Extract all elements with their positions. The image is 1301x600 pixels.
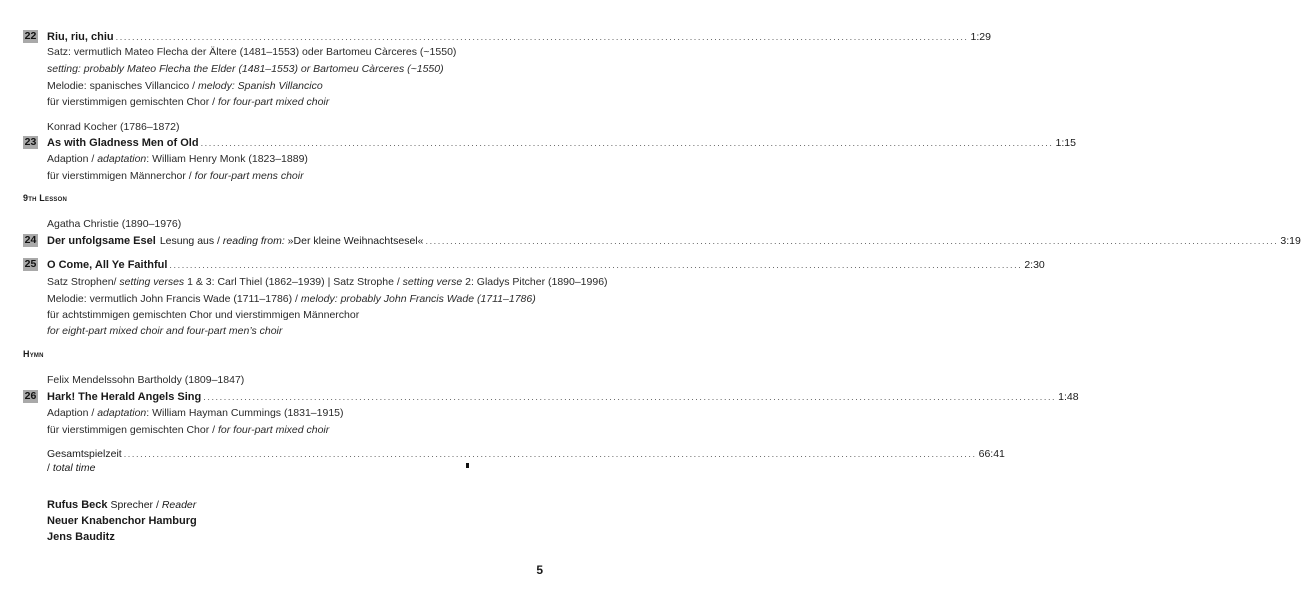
track-number: 25 bbox=[24, 258, 37, 270]
reading-de: Lesung aus bbox=[159, 235, 215, 247]
composer-line: Agatha Christie (1890–1976) bbox=[47, 218, 182, 230]
track-number: 26 bbox=[24, 390, 37, 402]
track-title-row bbox=[47, 234, 1301, 248]
credit-rest: 1 & 3: Carl Thiel (1862–1939) | Satz Strophe / bbox=[184, 276, 403, 288]
track-title-row bbox=[47, 390, 1079, 404]
credit-de: Melodie: spanisches Villancico bbox=[47, 80, 190, 92]
composer-line: Felix Mendelssohn Bartholdy (1809–1847) bbox=[47, 374, 245, 386]
performer-name: Rufus Beck bbox=[47, 499, 108, 511]
credit-en: for eight-part mixed choir and four-part men’s choir bbox=[47, 325, 283, 337]
track-credit-line bbox=[47, 308, 544, 322]
track-credit-line bbox=[47, 95, 544, 109]
track-title-row bbox=[47, 258, 1045, 272]
track-credit-line bbox=[47, 45, 544, 59]
dot-leader bbox=[425, 234, 1278, 248]
credit-en: for four-part mens choir bbox=[194, 170, 304, 182]
track-number: 23 bbox=[24, 136, 37, 148]
track-credit-line bbox=[47, 152, 544, 166]
separator: / bbox=[153, 499, 162, 511]
separator: / bbox=[214, 235, 223, 247]
credit-en: for four-part mixed choir bbox=[218, 96, 330, 108]
total-label-de: Gesamtspielzeit bbox=[47, 448, 122, 460]
total-duration: 66:41 bbox=[978, 448, 1005, 460]
track-title: Riu, riu, chiu bbox=[47, 31, 114, 43]
reading-title: »Der kleine Weihnachtsesel« bbox=[284, 235, 424, 247]
track-duration: 1:15 bbox=[1055, 137, 1076, 149]
track-credit-line bbox=[47, 275, 608, 289]
track-credit-line bbox=[47, 169, 544, 183]
track-title-row bbox=[47, 30, 991, 44]
separator: / bbox=[209, 424, 218, 436]
credit-en: melody: Spanish Villancico bbox=[197, 80, 323, 92]
credit-de: für achtstimmigen gemischten Chor und vierstimmigen Männerchor bbox=[47, 309, 360, 321]
reading-en: reading from: bbox=[222, 235, 285, 247]
track-title-row bbox=[47, 136, 1076, 150]
track-credit-line bbox=[47, 292, 544, 306]
credit-rest: 2: Gladys Pitcher (1890–1996) bbox=[462, 276, 608, 288]
separator: / bbox=[88, 153, 98, 165]
credit-de: Satz: vermutlich Mateo Flecha der Ältere (1481–1553) oder Bartomeu Càrceres (~1550) bbox=[47, 46, 457, 58]
dot-leader bbox=[201, 136, 1054, 150]
credit-de: Adaption bbox=[47, 407, 89, 419]
credit-en: for four-part mixed choir bbox=[218, 424, 330, 436]
track-title: Der unfolgsame Esel bbox=[47, 235, 156, 247]
total-label-en: total time bbox=[52, 462, 96, 474]
track-number: 22 bbox=[24, 30, 37, 42]
credit-en: setting: probably Mateo Flecha the Elder (1481–1553) or Bartomeu Càrceres (~1550) bbox=[47, 63, 444, 75]
track-duration: 3:19 bbox=[1280, 235, 1301, 247]
dot-leader bbox=[203, 390, 1056, 404]
track-number: 24 bbox=[24, 234, 37, 246]
separator: / bbox=[209, 96, 218, 108]
credit-en: setting verse bbox=[402, 276, 463, 288]
credit-en: melody: probably John Francis Wade (1711–1786) bbox=[300, 293, 536, 305]
performer-role-en: Reader bbox=[161, 499, 197, 511]
track-duration: 1:48 bbox=[1058, 391, 1079, 403]
total-time-row bbox=[47, 447, 1005, 474]
track-title: As with Gladness Men of Old bbox=[47, 137, 199, 149]
track-credit-line bbox=[47, 324, 544, 338]
credit-en: setting verses bbox=[119, 276, 185, 288]
credit-de: Satz Strophen/ bbox=[47, 276, 120, 288]
track-title: O Come, All Ye Faithful bbox=[47, 259, 168, 271]
credit-rest: : William Henry Monk (1823–1889) bbox=[146, 153, 308, 165]
performer-role-de: Sprecher bbox=[110, 499, 154, 511]
separator: / bbox=[47, 462, 53, 474]
page-number: 5 bbox=[536, 563, 543, 577]
track-credit-line bbox=[47, 79, 544, 93]
separator: / bbox=[292, 293, 301, 305]
track-credit-line bbox=[47, 423, 544, 437]
separator: / bbox=[185, 170, 195, 182]
separator: / bbox=[189, 80, 198, 92]
credit-de: für vierstimmigen gemischten Chor bbox=[47, 96, 210, 108]
credit-de: für vierstimmigen gemischten Chor bbox=[47, 424, 210, 436]
performer-name: Jens Bauditz bbox=[47, 531, 115, 543]
section-heading: Hymn bbox=[23, 349, 44, 359]
reading-source bbox=[160, 234, 424, 248]
section-heading: 9th Lesson bbox=[23, 193, 68, 203]
total-label bbox=[47, 447, 122, 475]
performer-credit bbox=[47, 530, 115, 544]
track-duration: 2:30 bbox=[1024, 259, 1045, 271]
track-credit-line bbox=[47, 62, 544, 76]
dot-leader bbox=[116, 30, 969, 44]
credit-de: für vierstimmigen Männerchor bbox=[47, 170, 186, 182]
track-credit-line bbox=[47, 406, 544, 420]
separator: / bbox=[88, 407, 98, 419]
track-duration: 1:29 bbox=[970, 31, 991, 43]
credit-en: adaptation bbox=[97, 407, 147, 419]
print-speck bbox=[466, 463, 469, 468]
credit-en: adaptation bbox=[97, 153, 147, 165]
credit-rest: : William Hayman Cummings (1831–1915) bbox=[146, 407, 344, 419]
composer-line: Konrad Kocher (1786–1872) bbox=[47, 121, 180, 133]
credit-de: Adaption bbox=[47, 153, 89, 165]
credit-de: Melodie: vermutlich John Francis Wade (1711–1786) bbox=[47, 293, 293, 305]
performer-credit bbox=[47, 498, 196, 512]
track-title: Hark! The Herald Angels Sing bbox=[47, 391, 202, 403]
dot-leader bbox=[124, 447, 977, 461]
performer-credit bbox=[47, 514, 197, 528]
dot-leader bbox=[169, 258, 1022, 272]
performer-name: Neuer Knabenchor Hamburg bbox=[47, 515, 197, 527]
